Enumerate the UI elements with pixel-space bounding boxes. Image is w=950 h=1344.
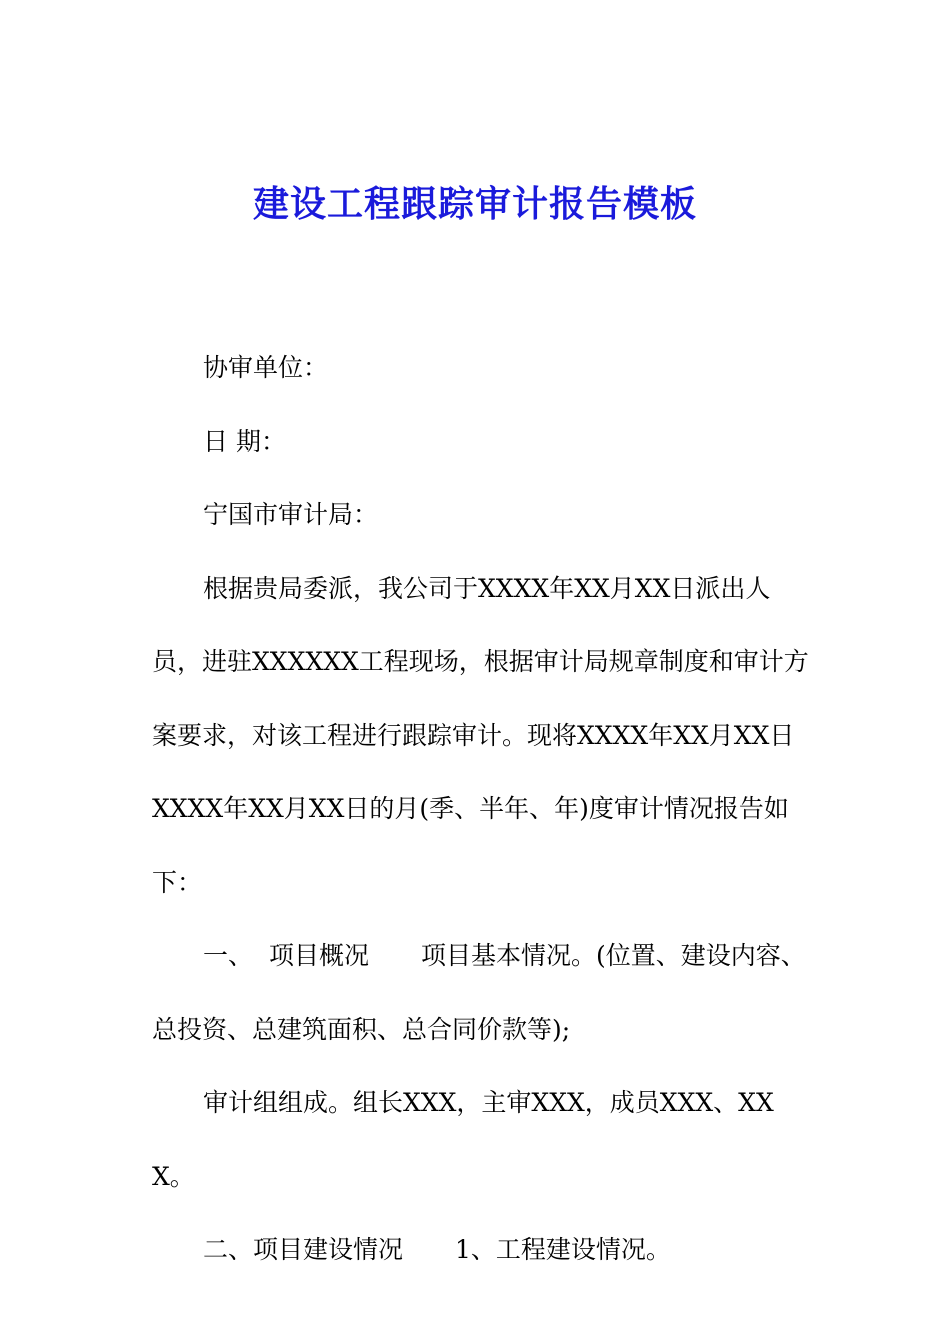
paragraph-introduction: 根据贵局委派，我公司于XXXX年XX月XX日派出人员，进驻XXXXXX工程现场，根据审计局规章制度和审计方案要求，对该工程进行跟踪审计。现将XXXX年XX月XX日XXXX年XX月XX日的月(季、半年、年)度审计情况报告如下： [152, 573, 809, 897]
paragraph-audit-team: 审计组组成。组长XXX，主审XXX，成员XXX、XXX。 [152, 1088, 774, 1191]
paragraph-date: 日 期： [203, 426, 286, 456]
section-two-heading: 二、项目建设情况 [203, 1235, 404, 1264]
document-title: 建设工程跟踪审计报告模板 [252, 183, 697, 225]
paragraph-section-one [152, 919, 812, 1066]
section-one-text: 项目基本情况。(位置、建设内容、总投资、总建筑面积、总合同价款等); [152, 941, 806, 1044]
section-one-number: 一、 [203, 941, 254, 970]
paragraph-section-two [152, 1213, 812, 1287]
paragraph-assisting-unit: 协审单位： [203, 353, 329, 382]
document-body [152, 331, 812, 1287]
section-two-text: 1、工程建设情况。 [455, 1235, 671, 1264]
paragraph-addressee: 宁国市审计局： [203, 500, 379, 529]
section-one-heading: 项目概况 [269, 941, 370, 970]
